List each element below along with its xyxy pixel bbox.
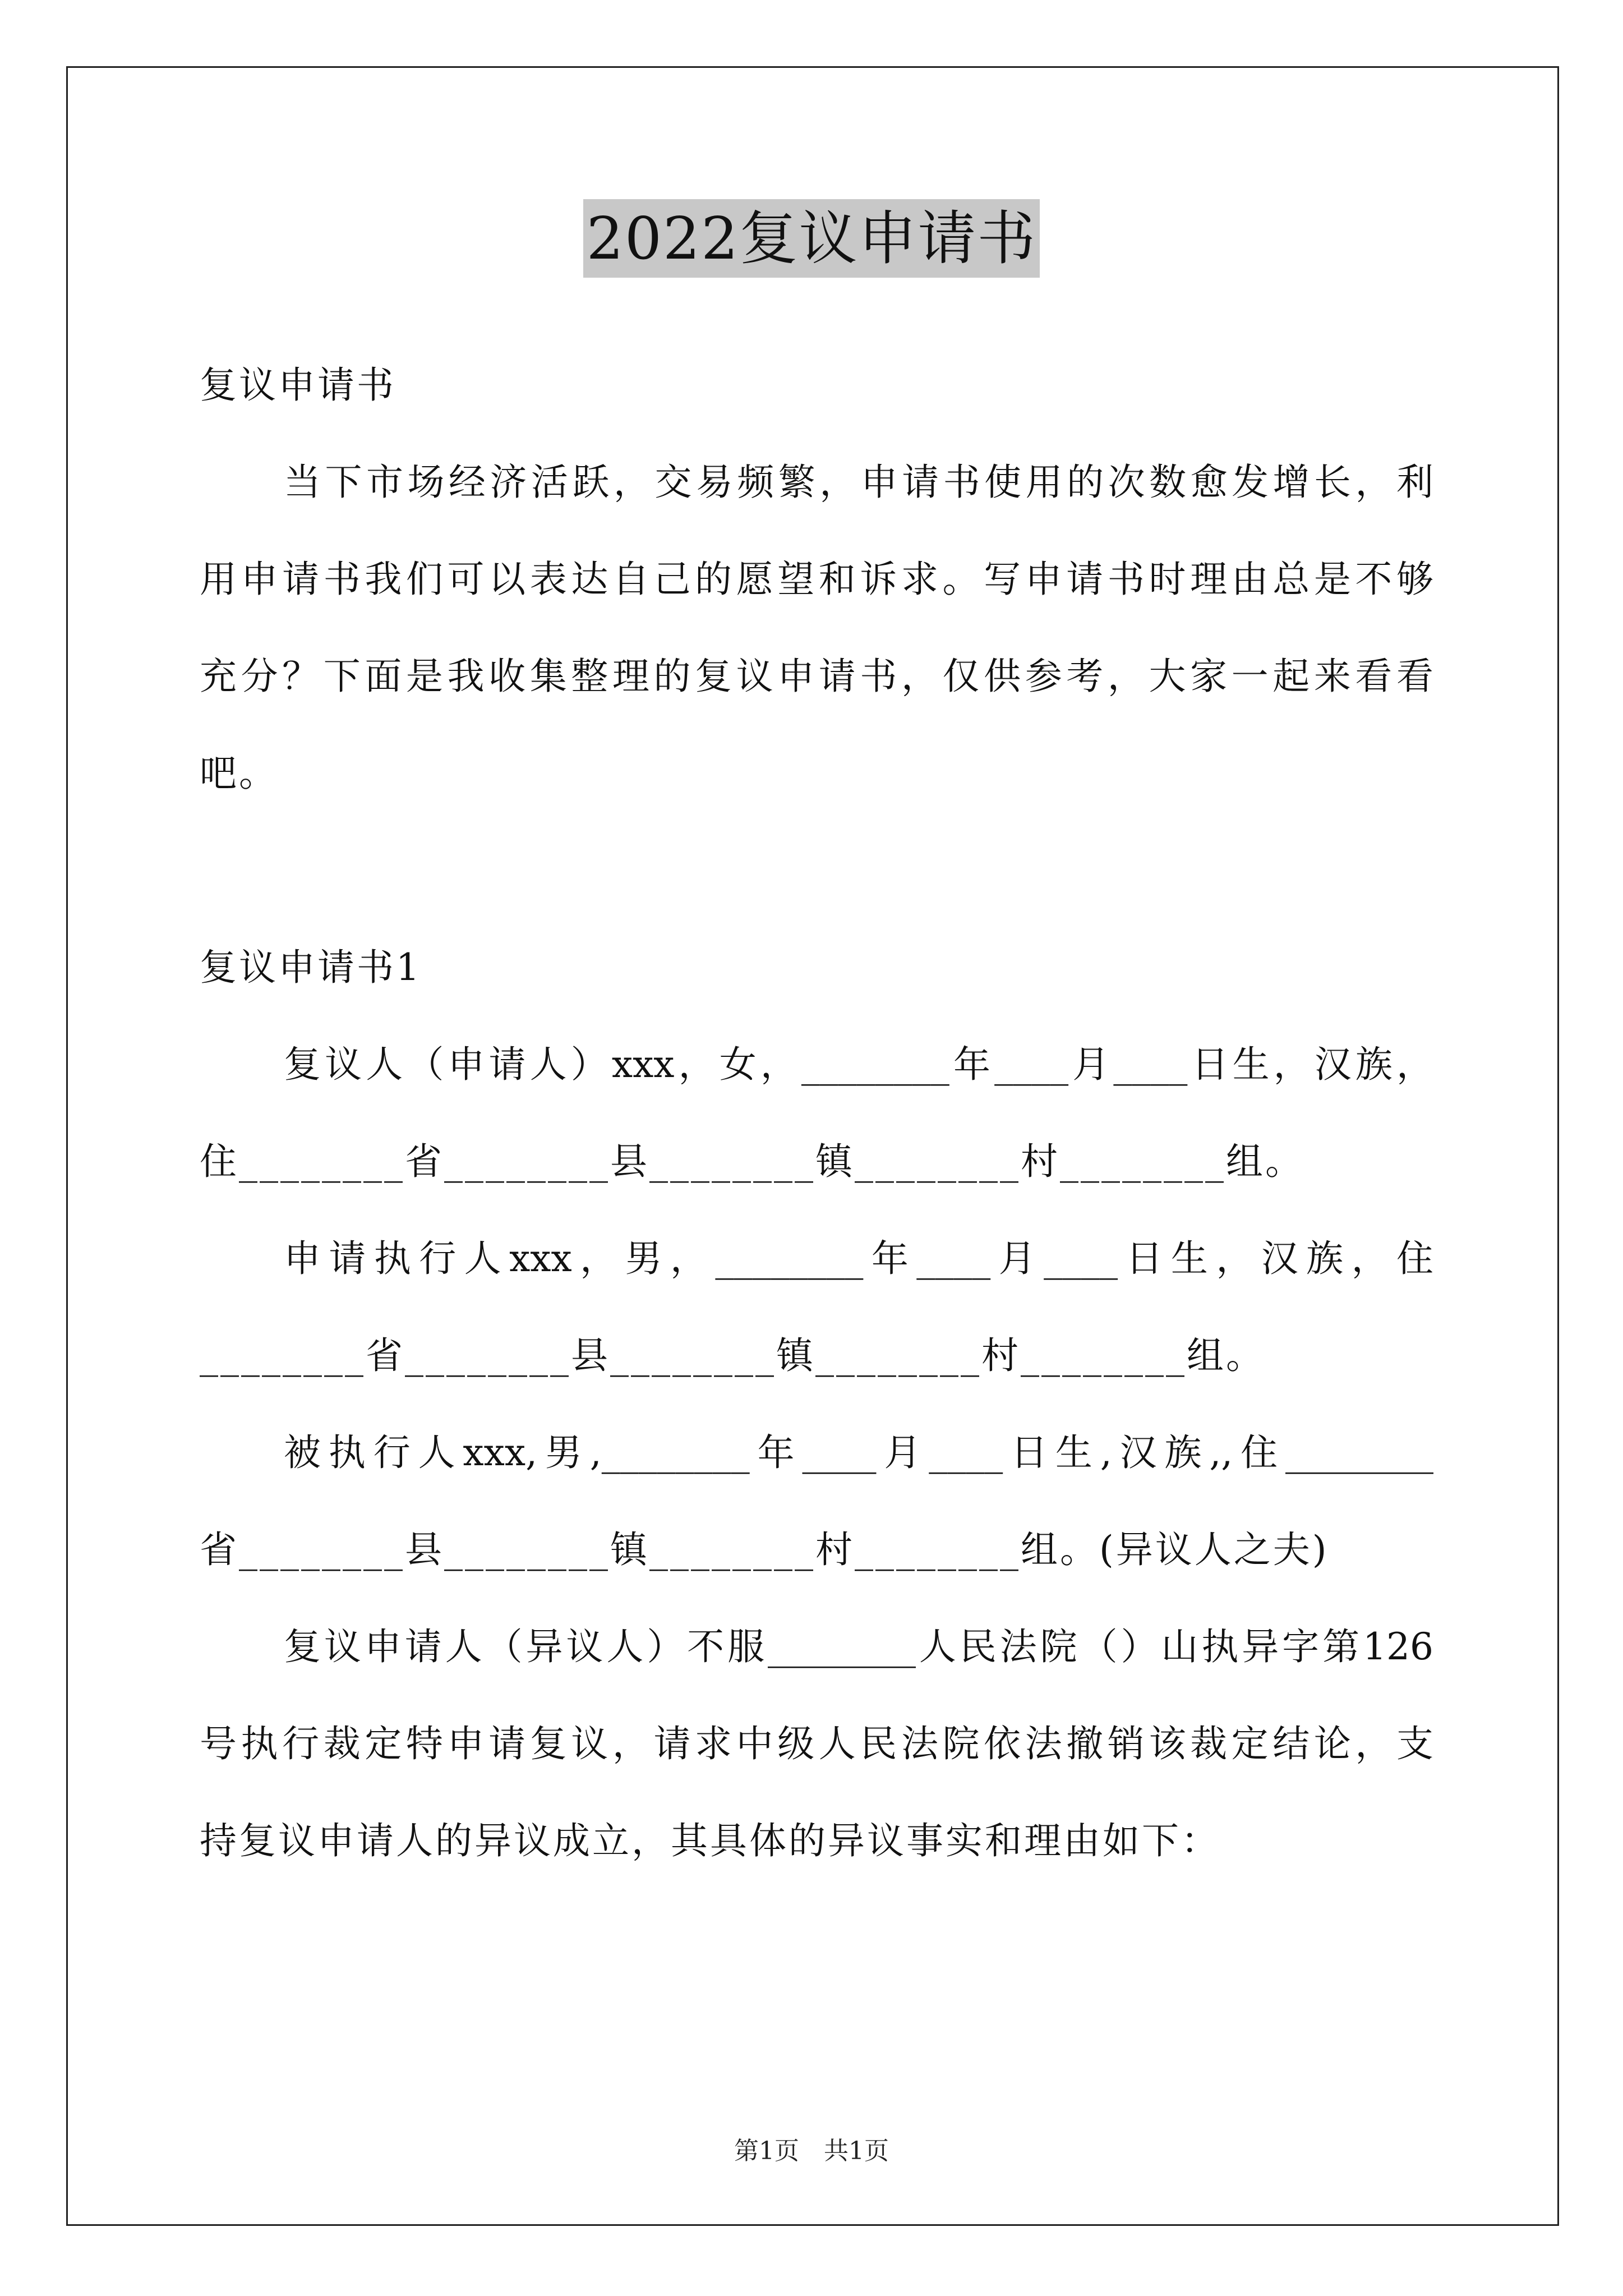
paragraph-line: 持复议申请人的异议成立，其具体的异议事实和理由如下： — [200, 1819, 1220, 1862]
spacer — [200, 822, 1433, 919]
paragraph-line: 吧。 — [200, 752, 278, 795]
paragraph-line: 省________县________镇________村________组。(异议人之夫) — [200, 1528, 1329, 1571]
document-body — [200, 337, 1433, 1889]
paragraph-line: 住________省________县________镇________村________组。 — [200, 1140, 1304, 1183]
paragraph-line: 号执行裁定特申请复议，请求中级人民法院依法撤销该裁定结论，支 — [200, 1722, 1433, 1765]
paragraph-line: 申请执行人xxx，男，________年____月____日生，汉族，住 — [284, 1237, 1433, 1280]
section-heading: 复议申请书 — [200, 364, 396, 407]
paragraph-line: 用申请书我们可以表达自己的愿望和诉求。写申请书时理由总是不够 — [200, 558, 1433, 601]
paragraph-line: ________省________县________镇________村________组。 — [200, 1334, 1265, 1377]
paragraph-line: 充分？下面是我收集整理的复议申请书，仅供参考，大家一起来看看 — [200, 655, 1433, 698]
paragraph-line: 复议人（申请人）xxx，女，________年____月____日生，汉族， — [284, 1043, 1433, 1086]
paragraph-line: 复议申请人（异议人）不服________人民法院（）山执异字第126 — [284, 1625, 1433, 1668]
document-title: 2022复议申请书 — [583, 199, 1040, 278]
section-heading: 复议申请书1 — [200, 946, 422, 989]
paragraph-line: 当下市场经济活跃，交易频繁，申请书使用的次数愈发增长，利 — [284, 461, 1433, 504]
title-wrap — [0, 199, 1623, 278]
paragraph-line: 被执行人xxx,男,________年____月____日生,汉族,,住________ — [284, 1431, 1433, 1474]
page-footer: 第1页 共1页 — [734, 2137, 889, 2165]
